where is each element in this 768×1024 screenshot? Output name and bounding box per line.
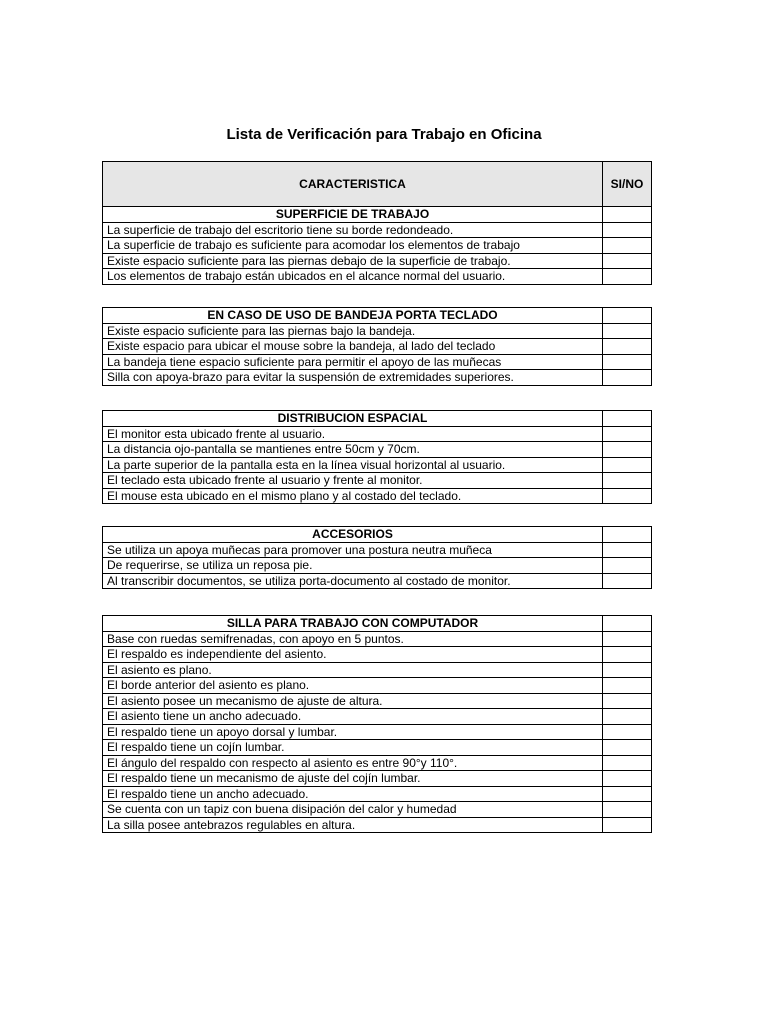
answer-cell[interactable] [603,817,652,833]
table-row [103,709,652,725]
answer-cell[interactable] [603,411,652,427]
item-text: El respaldo tiene un cojín lumbar. [103,740,603,756]
table-row [103,222,652,238]
answer-cell[interactable] [603,473,652,489]
section-title: SUPERFICIE DE TRABAJO [103,207,603,223]
table-row [103,426,652,442]
section-title: ACCESORIOS [103,527,603,543]
item-text: Se utiliza un apoya muñecas para promover una postura neutra muñeca [103,542,603,558]
item-text: El mouse esta ubicado en el mismo plano y al costado del teclado. [103,488,603,504]
answer-cell[interactable] [603,442,652,458]
item-text: El asiento es plano. [103,662,603,678]
answer-cell[interactable] [603,488,652,504]
answer-cell[interactable] [603,755,652,771]
section-row [103,527,652,543]
answer-cell[interactable] [603,269,652,285]
answer-cell[interactable] [603,238,652,254]
answer-cell[interactable] [603,370,652,386]
answer-cell[interactable] [603,662,652,678]
item-text: De requerirse, se utiliza un reposa pie. [103,558,603,574]
section-title: SILLA PARA TRABAJO CON COMPUTADOR [103,616,603,632]
table-row [103,323,652,339]
table-row [103,802,652,818]
table-row [103,354,652,370]
checklist-table-accesorios [102,526,652,589]
item-text: La superficie de trabajo del escritorio tiene su borde redondeado. [103,222,603,238]
item-text: El borde anterior del asiento es plano. [103,678,603,694]
item-text: El ángulo del respaldo con respecto al asiento es entre 90°y 110°. [103,755,603,771]
table-header-row [103,162,652,207]
header-answer: SI/NO [603,162,652,207]
table-row [103,693,652,709]
answer-cell[interactable] [603,709,652,725]
table-row [103,339,652,355]
item-text: El respaldo es independiente del asiento. [103,647,603,663]
answer-cell[interactable] [603,253,652,269]
header-characteristic: CARACTERISTICA [103,162,603,207]
item-text: La parte superior de la pantalla esta en la línea visual horizontal al usuario. [103,457,603,473]
item-text: El asiento tiene un ancho adecuado. [103,709,603,725]
item-text: Existe espacio para ubicar el mouse sobre la bandeja, al lado del teclado [103,339,603,355]
item-text: El respaldo tiene un ancho adecuado. [103,786,603,802]
answer-cell[interactable] [603,724,652,740]
item-text: Los elementos de trabajo están ubicados en el alcance normal del usuario. [103,269,603,285]
item-text: La bandeja tiene espacio suficiente para permitir el apoyo de las muñecas [103,354,603,370]
table-row [103,817,652,833]
answer-cell[interactable] [603,631,652,647]
item-text: El teclado esta ubicado frente al usuario y frente al monitor. [103,473,603,489]
answer-cell[interactable] [603,222,652,238]
item-text: La superficie de trabajo es suficiente para acomodar los elementos de trabajo [103,238,603,254]
item-text: Existe espacio suficiente para las piernas debajo de la superficie de trabajo. [103,253,603,269]
table-row [103,253,652,269]
section-row [103,616,652,632]
answer-cell[interactable] [603,786,652,802]
item-text: El monitor esta ubicado frente al usuario. [103,426,603,442]
table-row [103,473,652,489]
answer-cell[interactable] [603,339,652,355]
table-row [103,558,652,574]
table-row [103,269,652,285]
answer-cell[interactable] [603,693,652,709]
item-text: La distancia ojo-pantalla se mantienes entre 50cm y 70cm. [103,442,603,458]
answer-cell[interactable] [603,457,652,473]
answer-cell[interactable] [603,573,652,589]
section-title: DISTRIBUCION ESPACIAL [103,411,603,427]
section-row [103,308,652,324]
item-text: El asiento posee un mecanismo de ajuste de altura. [103,693,603,709]
answer-cell[interactable] [603,802,652,818]
page-title: Lista de Verificación para Trabajo en Oficina [226,126,542,143]
item-text: Base con ruedas semifrenadas, con apoyo en 5 puntos. [103,631,603,647]
answer-cell[interactable] [603,771,652,787]
table-row [103,442,652,458]
table-row [103,457,652,473]
item-text: Se cuenta con un tapiz con buena disipación del calor y humedad [103,802,603,818]
table-row [103,238,652,254]
answer-cell[interactable] [603,308,652,324]
answer-cell[interactable] [603,558,652,574]
section-row [103,411,652,427]
table-row [103,631,652,647]
table-row [103,740,652,756]
table-row [103,488,652,504]
answer-cell[interactable] [603,678,652,694]
item-text: Silla con apoya-brazo para evitar la suspensión de extremidades superiores. [103,370,603,386]
checklist-table-bandeja [102,307,652,386]
answer-cell[interactable] [603,323,652,339]
answer-cell[interactable] [603,354,652,370]
table-row [103,771,652,787]
answer-cell[interactable] [603,527,652,543]
answer-cell[interactable] [603,426,652,442]
answer-cell[interactable] [603,542,652,558]
section-row [103,207,652,223]
section-title: EN CASO DE USO DE BANDEJA PORTA TECLADO [103,308,603,324]
item-text: El respaldo tiene un apoyo dorsal y lumbar. [103,724,603,740]
item-text: El respaldo tiene un mecanismo de ajuste del cojín lumbar. [103,771,603,787]
table-row [103,370,652,386]
item-text: Existe espacio suficiente para las piernas bajo la bandeja. [103,323,603,339]
table-row [103,662,652,678]
answer-cell[interactable] [603,616,652,632]
table-row [103,542,652,558]
answer-cell[interactable] [603,740,652,756]
checklist-table-silla [102,615,652,833]
item-text: Al transcribir documentos, se utiliza porta-documento al costado de monitor. [103,573,603,589]
answer-cell[interactable] [603,207,652,223]
table-row [103,786,652,802]
table-row [103,678,652,694]
table-row [103,755,652,771]
table-row [103,647,652,663]
checklist-table-superficie [102,161,652,285]
table-row [103,573,652,589]
answer-cell[interactable] [603,647,652,663]
item-text: La silla posee antebrazos regulables en altura. [103,817,603,833]
table-row [103,724,652,740]
checklist-table-distribucion [102,410,652,504]
